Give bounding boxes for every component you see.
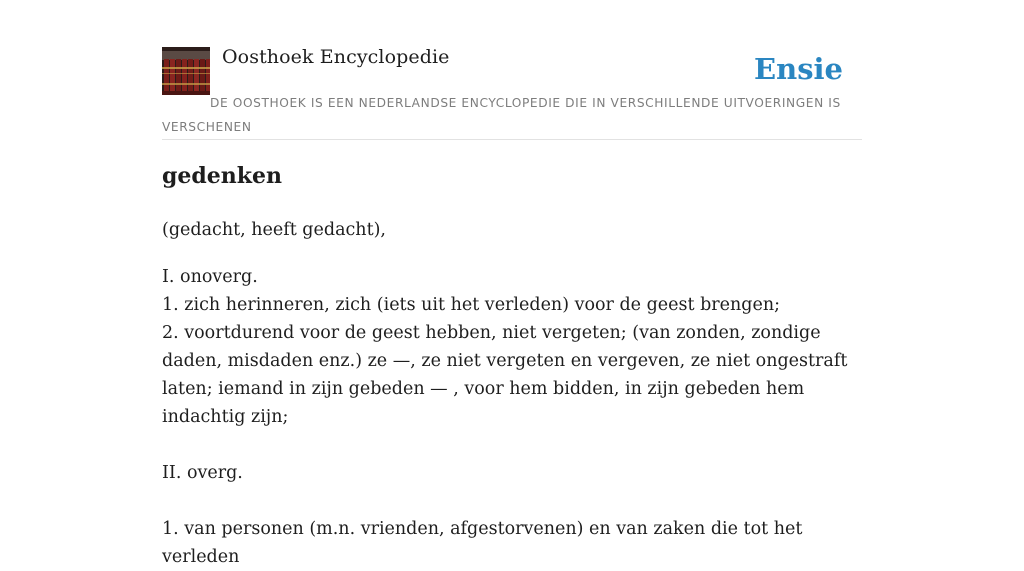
tagline-text: DE OOSTHOEK IS EEN NEDERLANDSE ENCYCLOPEDIE DIE IN VERSCHILLENDE UITVOERINGEN IS VERSCHENEN (162, 96, 841, 134)
site-name[interactable]: Oosthoek Encyclopedie (222, 46, 450, 68)
entry-forms: (gedacht, heeft gedacht), (162, 220, 386, 240)
site-avatar[interactable] (162, 47, 210, 95)
entry-title: gedenken (162, 163, 282, 189)
site-tagline (162, 91, 862, 139)
header-divider (162, 139, 862, 140)
encyclopedia-books-icon (162, 47, 210, 95)
entry-body: I. onoverg. 1. zich herinneren, zich (iets uit het verleden) voor de geest brengen; 2. voortdurend voor de geest hebben, niet vergeten; (van zonden, zondige daden, misdaden enz.) ze —, ze niet vergeten en vergeven, ze niet ongestraft laten; iemand in zijn gebeden — , voor hem bidden, in zijn gebeden hem indachtig zijn; II. overg. 1. van personen (m.n. vrienden, afgestorvenen) en van zaken die tot het verleden (162, 267, 848, 567)
brand-logo[interactable]: Ensie (754, 52, 843, 86)
entry-content (162, 216, 862, 571)
